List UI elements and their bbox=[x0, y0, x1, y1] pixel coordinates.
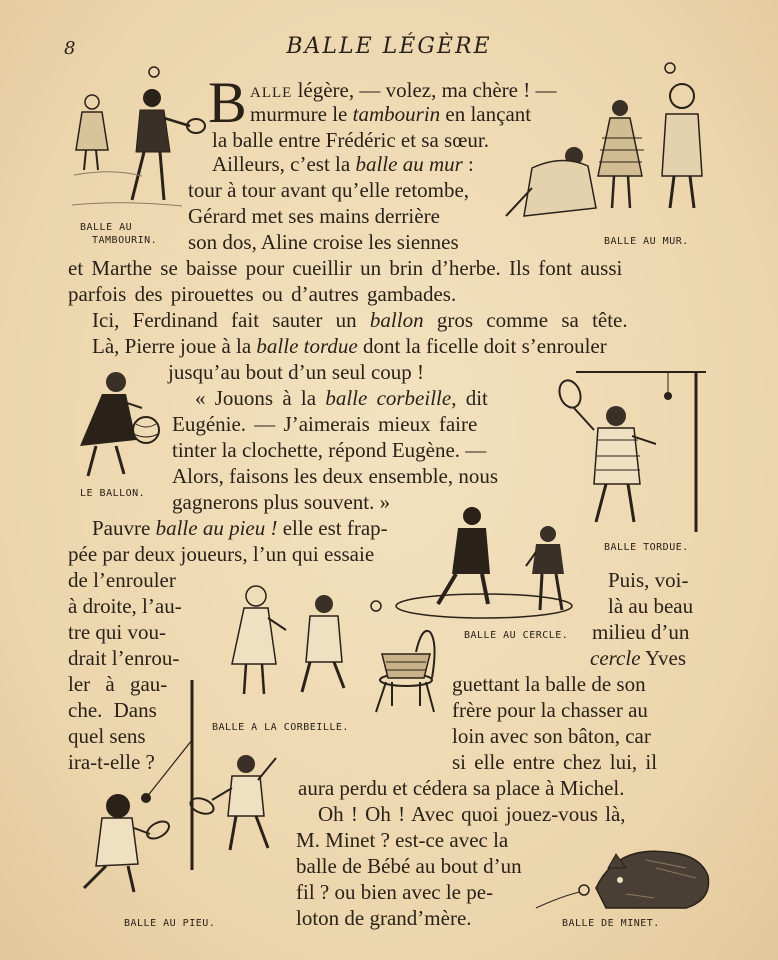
text-line: balle de Bébé au bout d’un bbox=[296, 854, 522, 878]
text-line: che. Dans bbox=[68, 698, 157, 722]
minet-illustration bbox=[536, 838, 716, 918]
text-line: Là, Pierre joue à la balle tordue dont la ficelle doit s’enrouler bbox=[92, 334, 607, 358]
text-line: là au beau bbox=[608, 594, 694, 618]
text-line: Gérard met ses mains derrière bbox=[188, 204, 440, 228]
caption-tambourin: BALLE AU bbox=[80, 222, 133, 233]
text-line: et Marthe se baisse pour cueillir un brin d’herbe. Ils font aussi bbox=[68, 256, 623, 280]
caption-tambourin: TAMBOURIN. bbox=[92, 235, 158, 246]
text-line: drait l’enrou- bbox=[68, 646, 180, 670]
text-line: Puis, voi- bbox=[608, 568, 689, 592]
text-line: ira-t-elle ? bbox=[68, 750, 155, 774]
caption-cercle: BALLE AU CERCLE. bbox=[464, 630, 569, 641]
text-line: quel sens bbox=[68, 724, 146, 748]
text-line: frère pour la chasser au bbox=[452, 698, 648, 722]
text-line: pée par deux joueurs, l’un qui essaie bbox=[68, 542, 375, 566]
text-line: tinter la clochette, répond Eugène. — bbox=[172, 438, 487, 462]
text-line: si elle entre chez lui, il bbox=[452, 750, 658, 774]
text-line: aura perdu et cédera sa place à Michel. bbox=[298, 776, 625, 800]
text-line: Alors, faisons les deux ensemble, nous bbox=[172, 464, 499, 488]
text-line: milieu d’un bbox=[592, 620, 690, 644]
text-line: Ailleurs, c’est la balle au mur : bbox=[212, 152, 474, 176]
caption-ballon: LE BALLON. bbox=[80, 488, 146, 499]
text-line: cercle Yves bbox=[590, 646, 687, 670]
text-line: ALLE légère, — volez, ma chère ! — bbox=[250, 78, 557, 102]
caption-tordue: BALLE TORDUE. bbox=[604, 542, 689, 553]
text-line: tre qui vou- bbox=[68, 620, 166, 644]
text-line: M. Minet ? est-ce avec la bbox=[296, 828, 509, 852]
caption-mur: BALLE AU MUR. bbox=[604, 236, 689, 247]
page-number: 8 bbox=[64, 38, 76, 59]
text-line: Pauvre balle au pieu ! elle est frap- bbox=[92, 516, 388, 540]
text-line: gagnerons plus souvent. » bbox=[172, 490, 391, 514]
page-title: BALLE LÉGÈRE bbox=[286, 34, 492, 59]
text-line: Eugénie. — J’aimerais mieux faire bbox=[172, 412, 478, 436]
pieu-illustration bbox=[62, 680, 292, 900]
text-line: jusqu’au bout d’un seul coup ! bbox=[168, 360, 425, 384]
text-line: la balle entre Frédéric et sa sœur. bbox=[212, 128, 489, 152]
text-line: à droite, l’au- bbox=[68, 594, 182, 618]
text-line: son dos, Aline croise les siennes bbox=[188, 230, 459, 254]
text-line: parfois des pirouettes ou d’autres gambades. bbox=[68, 282, 457, 306]
drop-cap: B bbox=[208, 70, 247, 135]
text-line: guettant la balle de son bbox=[452, 672, 646, 696]
text-line: fil ? ou bien avec le pe- bbox=[296, 880, 494, 904]
text-line: de l’enrouler bbox=[68, 568, 176, 592]
ballon-illustration bbox=[66, 368, 166, 483]
caption-corbeille: BALLE A LA CORBEILLE. bbox=[212, 722, 349, 733]
text-line: murmure le tambourin en lançant bbox=[250, 102, 532, 126]
tambourin-illustration bbox=[72, 60, 212, 210]
mur-illustration bbox=[502, 58, 712, 228]
text-line: Oh ! Oh ! Avec quoi jouez-vous là, bbox=[318, 802, 626, 826]
text-line: « Jouons à la balle corbeille, dit bbox=[195, 386, 488, 410]
text-line: Ici, Ferdinand fait sauter un ballon gros comme sa tête. bbox=[92, 308, 628, 332]
text-line: tour à tour avant qu’elle retombe, bbox=[188, 178, 470, 202]
caption-minet: BALLE DE MINET. bbox=[562, 918, 660, 929]
text-line: loin avec son bâton, car bbox=[452, 724, 651, 748]
text-line: ler à gau- bbox=[68, 672, 168, 696]
caption-pieu: BALLE AU PIEU. bbox=[124, 918, 216, 929]
text-line: loton de grand’mère. bbox=[296, 906, 472, 930]
